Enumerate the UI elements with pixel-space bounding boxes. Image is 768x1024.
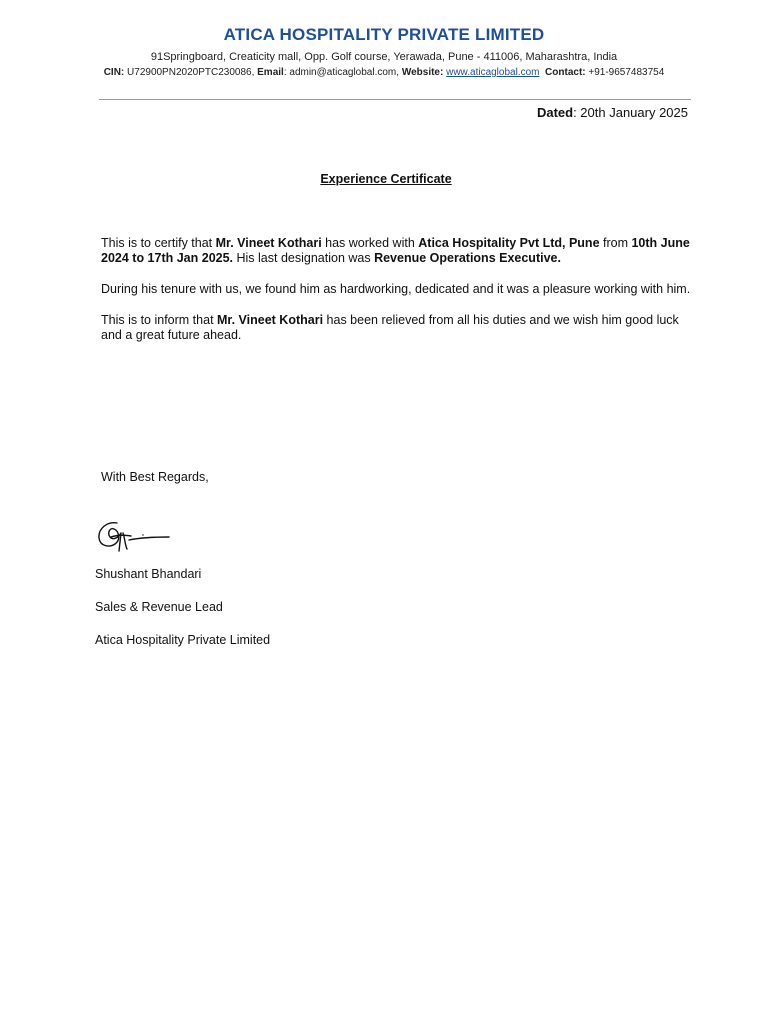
website-link[interactable]: www.aticaglobal.com [446,67,540,78]
contact-value: +91-9657483754 [588,67,665,78]
text: His last designation was [233,251,375,265]
document-title: Experience Certificate [320,172,452,186]
employee-name: Mr. Vineet Kothari [215,236,322,250]
signer-company: Atica Hospitality Private Limited [95,633,271,647]
employment-period: 10th June 2024 to 17th Jan 2025. [101,236,690,265]
signer-title: Sales & Revenue Lead [95,600,223,614]
text: This is to inform that [101,313,218,327]
text: This is to certify that [101,236,216,250]
date-line [537,105,688,121]
employer-name: Atica Hospitality Pvt Ltd, Pune [418,236,600,250]
website-label: Website: [401,67,444,78]
company-contact-line [0,66,768,79]
cin-value: U72900PN2020PTC230086, [127,67,255,78]
employee-name: Mr. Vineet Kothari [217,313,324,327]
letterhead [0,24,768,79]
email-value: : admin@aticaglobal.com, [283,67,400,78]
signer-name: Shushant Bhandari [95,567,202,581]
dated-label: Dated [536,105,574,120]
header-divider [99,99,691,100]
company-address: 91Springboard, Creaticity mall, Opp. Golf course, Yerawada, Pune - 411006, Maharashtra, India [150,51,618,63]
paragraph-tenure: During his tenure with us, we found him as hardworking, dedicated and it was a pleasure working with him. [101,282,691,296]
designation: Revenue Operations Executive. [374,251,561,265]
dated-value: : 20th January 2025 [573,105,688,120]
company-name: ATICA HOSPITALITY PRIVATE LIMITED [223,25,545,44]
certificate-body [101,236,691,359]
email-label: Email [257,67,284,78]
paragraph-relieving [101,313,691,343]
text: has been relieved from all his duties and we wish him good luck and a great future ahead. [101,313,679,342]
text: from [599,236,632,250]
text: has worked with [321,236,419,250]
contact-label: Contact: [545,67,586,78]
closing-salutation: With Best Regards, [101,470,209,484]
signature-image [95,515,175,559]
paragraph-employment [101,236,691,266]
cin-label: CIN: [103,67,125,78]
